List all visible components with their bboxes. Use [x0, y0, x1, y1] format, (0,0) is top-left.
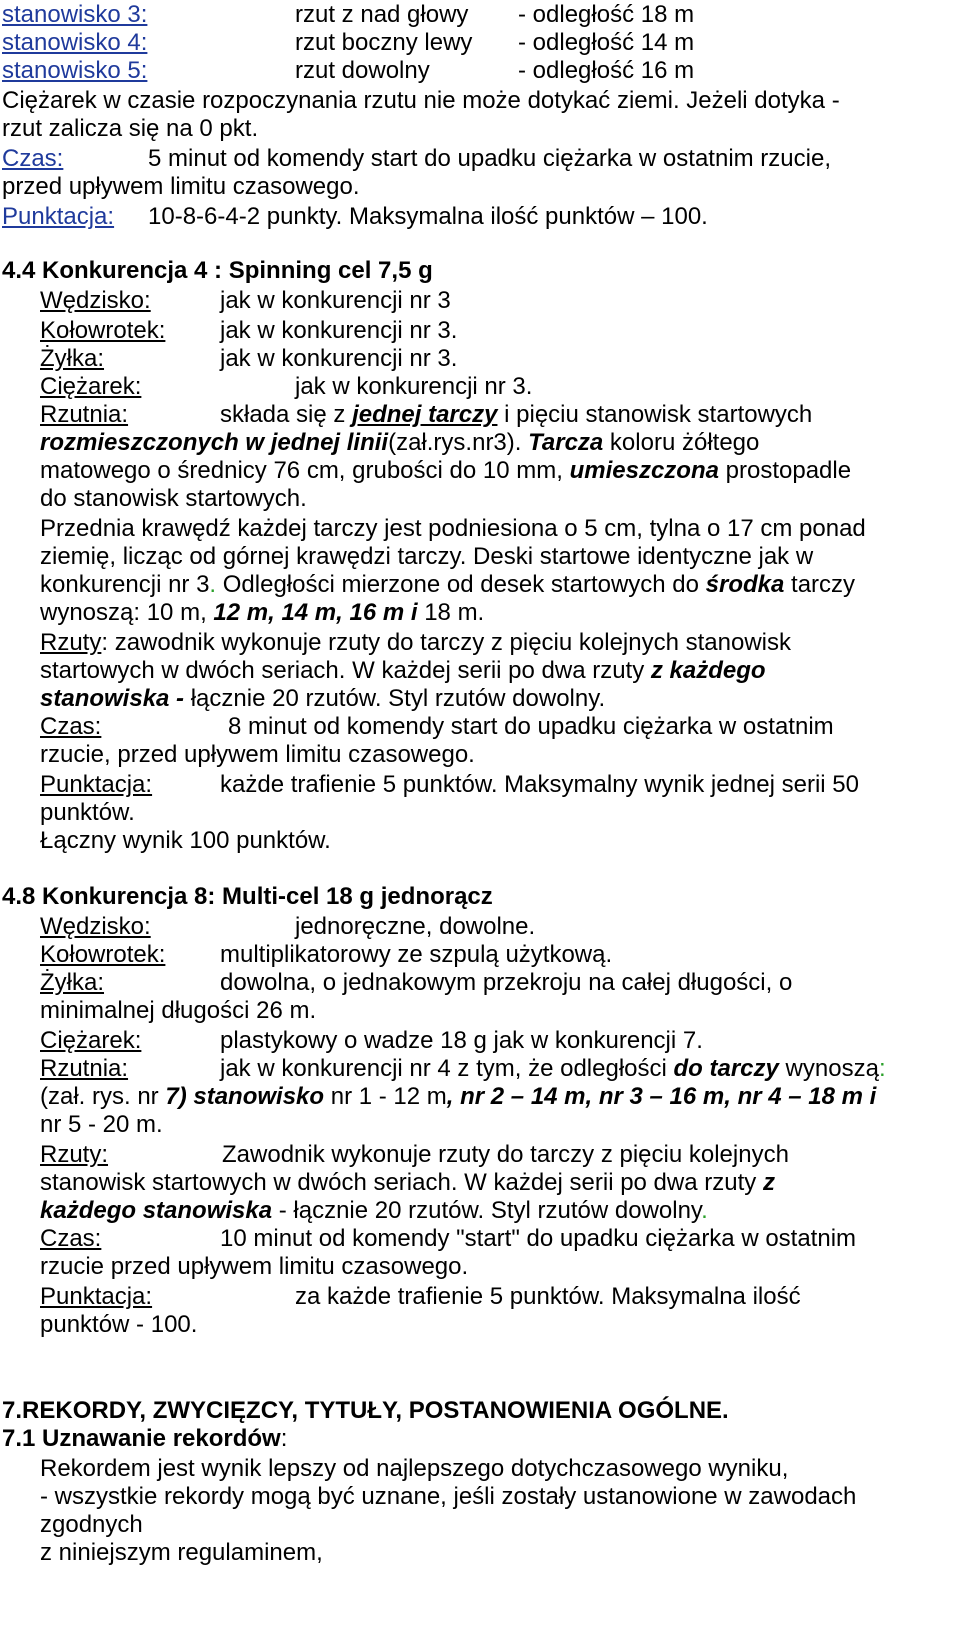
comp4-p3-c: środka: [705, 571, 785, 598]
comp8-rzutnia-a: jak w konkurencji nr 4 z tym, że odległości: [220, 1055, 674, 1082]
section7-line-4: z niniejszym regulaminem,: [40, 1539, 323, 1566]
comp4-wedzisko-label: Wędzisko:: [40, 287, 151, 314]
comp4-rzuty-l2-b: z każdego: [650, 657, 766, 684]
section7-heading: 7.REKORDY, ZWYCIĘZCY, TYTUŁY, POSTANOWIENIA OGÓLNE.: [2, 1397, 729, 1424]
section7-line-2: - wszystkie rekordy mogą być uznane, jeśli zostały ustanowione w zawodach: [40, 1483, 857, 1510]
comp4-l3-a: matowego o średnicy 76 cm, grubości do 10 mm,: [40, 457, 570, 484]
comp8-title: Konkurencja 8: Multi-cel 18 g jednorącz: [42, 883, 493, 910]
comp8-czas-line-2: rzucie przed upływem limitu czasowego.: [40, 1253, 469, 1280]
comp4-l2-a: rozmieszczonych w jednej linii: [40, 429, 389, 456]
comp8-zylka-line-1: dowolna, o jednakowym przekroju na całej długości, o: [220, 969, 793, 996]
comp8-rzutnia-b: do tarczy: [673, 1055, 779, 1082]
comp4-rzutnia-line-1: [220, 400, 812, 430]
section7-line-1: Rekordem jest wynik lepszy od najlepszego dotychczasowego wyniku,: [40, 1455, 789, 1482]
comp4-rzutnia-line-3: [40, 456, 851, 486]
czas-line-2: przed upływem limitu czasowego.: [2, 173, 360, 200]
comp8-rzutnia-line-3: nr 5 - 20 m.: [40, 1111, 163, 1138]
czas-label: [2, 144, 63, 174]
comp4-rzutnia-line-2: [40, 428, 759, 458]
comp4-title: Konkurencja 4 : Spinning cel 7,5 g: [42, 257, 433, 284]
comp4-ciezarek-label: Ciężarek:: [40, 373, 142, 400]
comp8-rzuty-line-2: [40, 1168, 775, 1198]
comp8-rzuty-l3-dot: .: [701, 1197, 708, 1224]
comp4-l2-d: koloru żółtego: [603, 429, 760, 456]
comp8-kolowrotek-label: Kołowrotek:: [40, 941, 166, 968]
comp4-l3-c: prostopadle: [718, 457, 852, 484]
comp4-p4-c: 18 m.: [417, 599, 485, 626]
czas-label-text: Czas:: [2, 145, 64, 172]
comp8-punktacja-label: Punktacja:: [40, 1283, 153, 1310]
comp8-wedzisko-value: jednoręczne, dowolne.: [295, 913, 536, 940]
comp4-rzuty-label: Rzuty: [40, 629, 102, 656]
comp4-para-line-2: ziemię, licząc od górnej krawędzi tarczy. Deski startowe identyczne jak w: [40, 543, 814, 570]
row-stanowisko-3-mid: rzut z nad głowy: [295, 1, 469, 28]
row-stanowisko-4-mid: rzut boczny lewy: [295, 29, 473, 56]
comp8-zylka-line-2: minimalnej długości 26 m.: [40, 997, 317, 1024]
comp4-czas-line-1: 8 minut od komendy start do upadku ciężarka w ostatnim: [228, 713, 834, 740]
comp8-rzuty-l3-b: - łącznie 20 rzutów. Styl rzutów dowolny: [272, 1197, 702, 1224]
comp4-rzutnia-label: Rzutnia:: [40, 401, 129, 428]
comp4-punktacja-line-1: każde trafienie 5 punktów. Maksymalny wynik jednej serii 50: [220, 771, 859, 798]
comp4-p4-a: wynoszą: 10 m,: [40, 599, 214, 626]
comp4-rzuty-line-3: [40, 684, 605, 714]
comp8-rzuty-line-3: [40, 1196, 708, 1226]
comp4-kolowrotek-label: Kołowrotek:: [40, 317, 166, 344]
comp4-zylka-label: Żyłka:: [40, 345, 105, 372]
comp8-number: 4.8: [2, 883, 36, 910]
comp8-czas-label: Czas:: [40, 1225, 102, 1252]
comp8-ciezarek-value: plastykowy o wadze 18 g jak w konkurencji 7.: [220, 1027, 703, 1054]
comp4-czas-line-2: rzucie, przed upływem limitu czasowego.: [40, 741, 475, 768]
rule-line-1: Ciężarek w czasie rozpoczynania rzutu nie może dotykać ziemi. Jeżeli dotyka -: [2, 87, 840, 114]
comp4-para-line-1: Przednia krawędź każdej tarczy jest podniesiona o 5 cm, tylna o 17 cm ponad: [40, 515, 866, 542]
row-stanowisko-5: [2, 56, 147, 86]
comp8-rzuty-line-1: Zawodnik wykonuje rzuty do tarczy z pięciu kolejnych: [222, 1141, 789, 1168]
czas-line-1: 5 minut od komendy start do upadku ciężarka w ostatnim rzucie,: [148, 145, 831, 172]
comp4-rzuty-l2-a: startowych w dwóch seriach. W każdej serii po dwa rzuty: [40, 657, 651, 684]
comp4-p4-b: 12 m, 14 m, 16 m i: [213, 599, 418, 626]
row-stanowisko-5-mid: rzut dowolny: [295, 57, 430, 84]
comp4-rzuty-line-1: [40, 628, 791, 658]
comp4-kolowrotek-value: jak w konkurencji nr 3.: [220, 317, 458, 344]
comp8-rzutnia-line-2: [40, 1082, 876, 1112]
comp8-r2-c: nr 1 - 12 m: [324, 1083, 447, 1110]
section7-sub-colon: :: [280, 1425, 288, 1452]
comp4-ciezarek-value: jak w konkurencji nr 3.: [295, 373, 533, 400]
comp4-rzutnia-line-4: do stanowisk startowych.: [40, 485, 307, 512]
comp8-rzuty-l3-a: każdego stanowiska: [40, 1197, 273, 1224]
comp8-r2-a: (zał. rys. nr: [40, 1083, 166, 1110]
row-stanowisko-3: [2, 0, 147, 30]
comp4-l2-b: (zał.rys.nr3).: [388, 429, 529, 456]
comp4-p3-d: tarczy: [784, 571, 856, 598]
comp8-kolowrotek-value: multiplikatorowy ze szpulą użytkową.: [220, 941, 613, 968]
comp8-rzuty-label: Rzuty:: [40, 1141, 109, 1168]
comp8-punktacja-line-2: punktów - 100.: [40, 1311, 198, 1338]
punktacja-label: [2, 202, 114, 232]
comp8-rzutnia-c: wynoszą: [778, 1055, 879, 1082]
label-stanowisko-3: stanowisko 3:: [2, 1, 148, 28]
comp4-punktacja-label: Punktacja:: [40, 771, 153, 798]
comp4-rzutnia-b: jednej tarczy: [352, 401, 498, 428]
comp4-para-line-3: [40, 570, 855, 600]
section7-line-3: zgodnych: [40, 1511, 143, 1538]
rule-line-2: rzut zalicza się na 0 pkt.: [2, 115, 259, 142]
section7-sub-title: Uznawanie rekordów: [42, 1425, 281, 1452]
comp4-czas-label: Czas:: [40, 713, 102, 740]
section7-sub-number: 7.1: [2, 1425, 36, 1452]
comp4-rzuty-l1: : zawodnik wykonuje rzuty do tarczy z pięciu kolejnych stanowisk: [101, 629, 791, 656]
row-stanowisko-5-right: - odległość 16 m: [518, 57, 695, 84]
comp8-rzutnia-label: Rzutnia:: [40, 1055, 129, 1082]
punktacja-text: 10-8-6-4-2 punkty. Maksymalna ilość punktów – 100.: [148, 203, 708, 230]
comp8-rzuty-l2-b: z: [762, 1169, 775, 1196]
comp4-total: Łączny wynik 100 punktów.: [40, 827, 331, 854]
comp8-zylka-label: Żyłka:: [40, 969, 105, 996]
comp8-punktacja-line-1: za każde trafienie 5 punktów. Maksymalna ilość: [295, 1283, 801, 1310]
comp8-r2-d: , nr 2 – 14 m, nr 3 – 16 m, nr 4 – 18 m i: [446, 1083, 877, 1110]
row-stanowisko-3-right: - odległość 18 m: [518, 1, 695, 28]
comp4-punktacja-line-2: punktów.: [40, 799, 135, 826]
section7-sub-title-line: [42, 1424, 287, 1454]
row-stanowisko-4-right: - odległość 14 m: [518, 29, 695, 56]
label-stanowisko-4: stanowisko 4:: [2, 29, 148, 56]
comp4-rzutnia-c: i pięciu stanowisk startowych: [497, 401, 813, 428]
comp8-czas-line-1: 10 minut od komendy "start" do upadku ciężarka w ostatnim: [220, 1225, 857, 1252]
punktacja-label-text: Punktacja:: [2, 203, 115, 230]
comp4-rzuty-l3-b: łącznie 20 rzutów. Styl rzutów dowolny.: [184, 685, 606, 712]
comp4-p3-a: konkurencji nr 3: [40, 571, 210, 598]
comp4-l2-c: Tarcza: [528, 429, 604, 456]
comp8-wedzisko-label: Wędzisko:: [40, 913, 151, 940]
comp8-rzuty-l2-a: stanowisk startowych w dwóch seriach. W każdej serii po dwa rzuty: [40, 1169, 763, 1196]
comp8-rzutnia-line-1: [220, 1054, 886, 1084]
comp4-rzutnia-a: składa się z: [220, 401, 353, 428]
comp4-rzuty-line-2: [40, 656, 766, 686]
comp4-l3-b: umieszczona: [569, 457, 719, 484]
comp8-r2-b: 7) stanowisko: [165, 1083, 325, 1110]
comp4-para-line-4: [40, 598, 484, 628]
comp8-rzutnia-colon: :: [878, 1055, 886, 1082]
comp4-p3-dot: .: [209, 571, 217, 598]
comp4-zylka-value: jak w konkurencji nr 3.: [220, 345, 458, 372]
comp4-rzuty-l3-a: stanowiska -: [40, 685, 185, 712]
row-stanowisko-4: [2, 28, 147, 58]
comp4-wedzisko-value: jak w konkurencji nr 3: [220, 287, 451, 314]
comp4-number: 4.4: [2, 257, 36, 284]
comp4-p3-b: Odległości mierzone od desek startowych do: [216, 571, 706, 598]
label-stanowisko-5: stanowisko 5:: [2, 57, 148, 84]
comp8-ciezarek-label: Ciężarek:: [40, 1027, 142, 1054]
